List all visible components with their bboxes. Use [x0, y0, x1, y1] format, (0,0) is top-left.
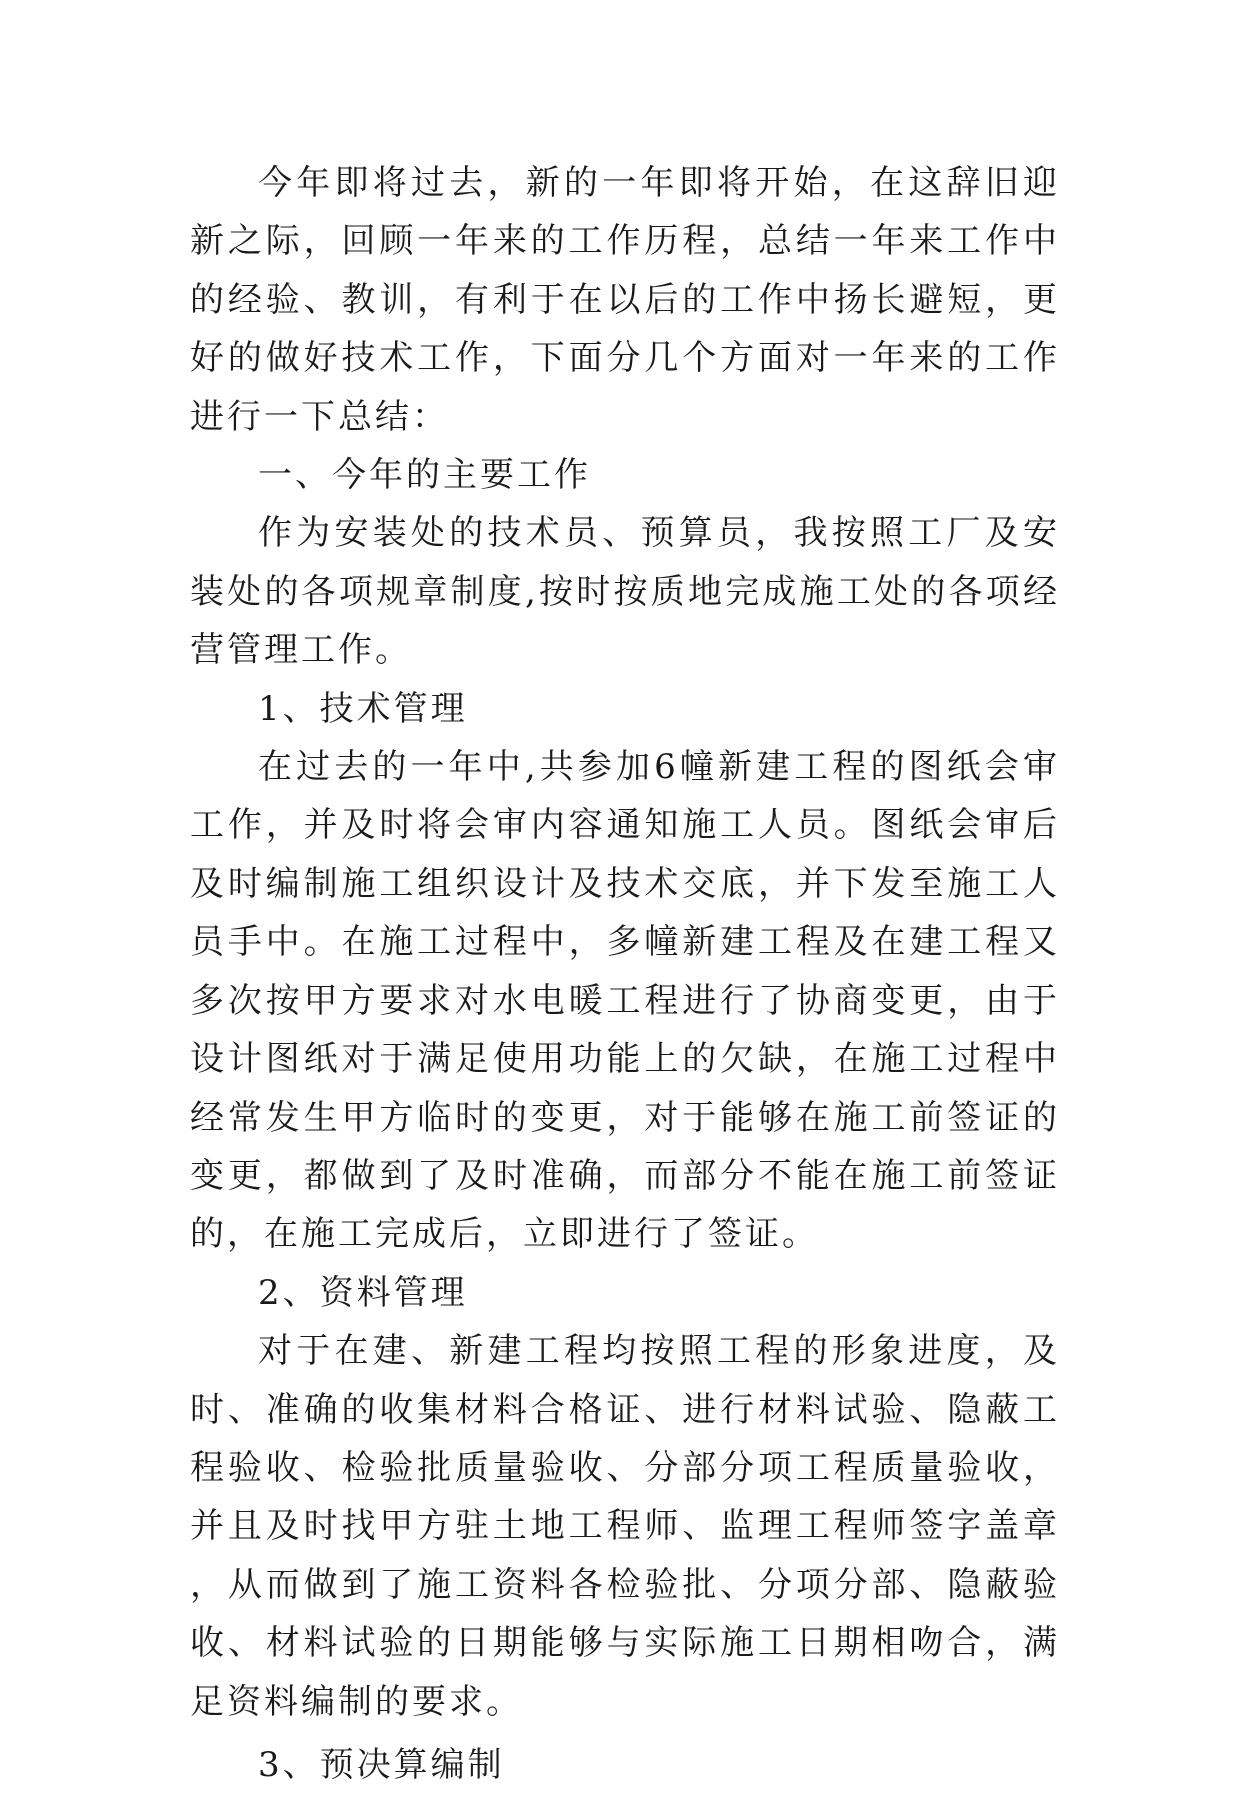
- technical-management-paragraph: 在过去的一年中,共参加6幢新建工程的图纸会审工作，并及时将会审内容通知施工人员。图纸会审后及时编制施工组织设计及技术交底，并下发至施工人员手中。在施工过程中，多幢新建工程及在建工程又多次按甲方要求对水电暖工程进行了协商变更，由于设计图纸对于满足使用功能上的欠缺，在施工过程中经常发生甲方临时的变更，对于能够在施工前签证的变更，都做到了及时准确，而部分不能在施工前签证的，在施工完成后，立即进行了签证。: [190, 747, 1060, 1255]
- section-heading-main-work: 一、今年的主要工作: [258, 455, 591, 496]
- document-body: [190, 154, 1060, 1794]
- intro-paragraph: 今年即将过去，新的一年即将开始，在这辞旧迎新之际，回顾一年来的工作历程，总结一年来工作中的经验、教训，有利于在以后的工作中扬长避短，更好的做好技术工作，下面分几个方面对一年来的工作进行一下总结：: [190, 163, 1060, 437]
- subheading-technical-management: 1、技术管理: [258, 688, 468, 729]
- document-management-paragraph: 对于在建、新建工程均按照工程的形象进度，及时、准确的收集材料合格证、进行材料试验、隐蔽工程验收、检验批质量验收、分部分项工程质量验收，并且及时找甲方驻土地工程师、监理工程师签字盖章，从而做到了施工资料各检验批、分项分部、隐蔽验收、材料试验的日期能够与实际施工日期相吻合，满足资料编制的要求。: [190, 1331, 1060, 1722]
- subheading-document-management: 2、资料管理: [258, 1272, 468, 1313]
- role-paragraph: 作为安装处的技术员、预算员，我按照工厂及安装处的各项规章制度,按时按质地完成施工处的各项经营管理工作。: [190, 513, 1060, 671]
- subheading-budget: 3、预决算编制: [258, 1744, 505, 1785]
